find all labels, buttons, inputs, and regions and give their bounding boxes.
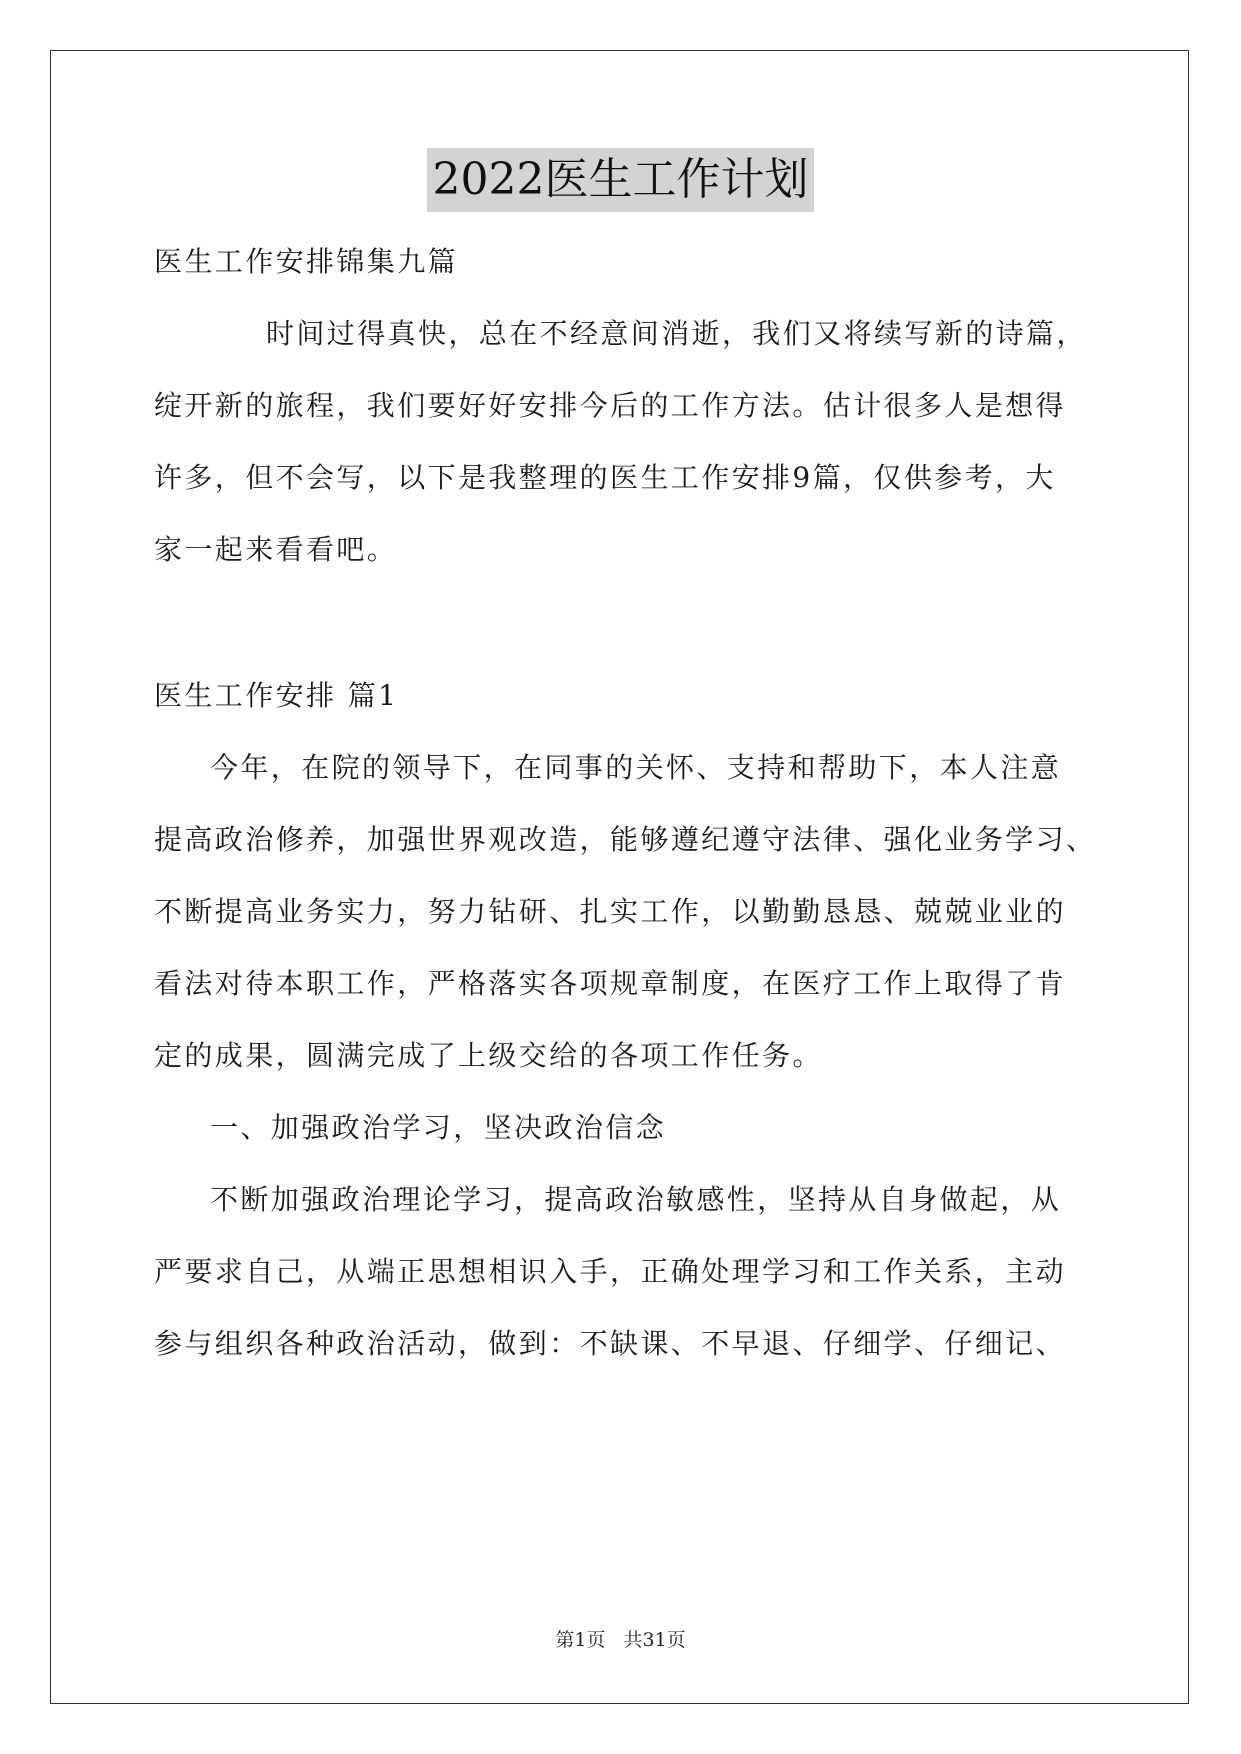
paragraph-line: 绽开新的旅程，我们要好好安排今后的工作方法。估计很多人是想得: [154, 389, 1067, 422]
paragraph-line: 时间过得真快，总在不经意间消逝，我们又将续写新的诗篇，: [266, 317, 1087, 350]
page-footer: [0, 1626, 1241, 1654]
document-title: 2022医生工作计划: [427, 148, 815, 212]
subsection-heading: 一、加强政治学习，坚决政治信念: [210, 1111, 667, 1144]
paragraph-line: 提高政治修养，加强世界观改造，能够遵纪遵守法律、强化业务学习、: [154, 823, 1097, 856]
section-heading: 医生工作安排 篇1: [154, 679, 399, 712]
paragraph-line: 看法对待本职工作，严格落实各项规章制度，在医疗工作上取得了肯: [154, 967, 1067, 1000]
paragraph-line: 严要求自己，从端正思想相识入手，正确处理学习和工作关系，主动: [154, 1255, 1067, 1288]
paragraph-line: 今年，在院的领导下，在同事的关怀、支持和帮助下，本人注意: [210, 751, 1062, 784]
paragraph-line: 参与组织各种政治活动，做到：不缺课、不早退、仔细学、仔细记、: [154, 1327, 1067, 1360]
page-border: [50, 50, 1189, 1704]
paragraph-line: 家一起来看看吧。: [154, 533, 398, 566]
paragraph-line: 定的成果，圆满完成了上级交给的各项工作任务。: [154, 1039, 823, 1072]
page-number: 第1页: [555, 1629, 606, 1651]
paragraph-line: 不断加强政治理论学习，提高政治敏感性，坚持从自身做起，从: [210, 1183, 1062, 1216]
title-container: [0, 148, 1241, 212]
page-total: 共31页: [623, 1629, 686, 1651]
paragraph-line: 不断提高业务实力，努力钻研、扎实工作，以勤勤恳恳、兢兢业业的: [154, 895, 1067, 928]
paragraph-line: 许多，但不会写，以下是我整理的医生工作安排9篇，仅供参考，大: [154, 461, 1056, 494]
subtitle-line: 医生工作安排锦集九篇: [154, 245, 459, 278]
